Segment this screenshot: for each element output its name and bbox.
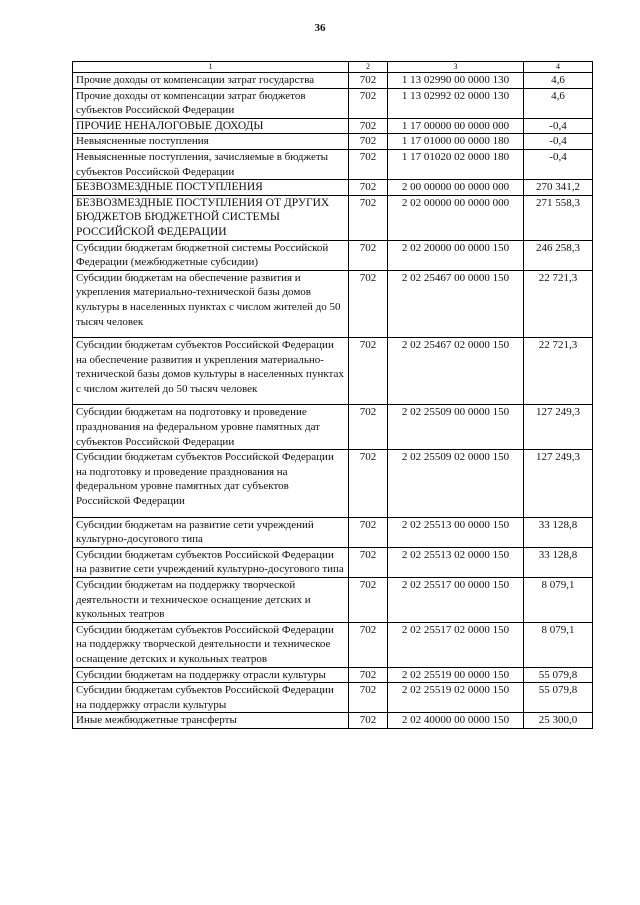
table-row	[73, 517, 593, 547]
row-name-cell: БЕЗВОЗМЕЗДНЫЕ ПОСТУПЛЕНИЯ ОТ ДРУГИХ БЮДЖЕТОВ БЮДЖЕТНОЙ СИСТЕМЫ РОССИЙСКОЙ ФЕДЕРАЦИИ	[73, 195, 349, 240]
row-code-cell: 2 00 00000 00 0000 000	[388, 180, 524, 196]
row-amount-cell: 22 721,3	[524, 270, 593, 337]
row-amount-cell: 270 341,2	[524, 180, 593, 196]
row-administrator-cell: 702	[349, 683, 388, 713]
column-header-name: 1	[73, 62, 349, 73]
row-administrator-cell: 702	[349, 667, 388, 683]
row-administrator-cell: 702	[349, 713, 388, 729]
table-row	[73, 149, 593, 179]
table-row	[73, 270, 593, 337]
column-header-administrator: 2	[349, 62, 388, 73]
row-code-cell: 1 17 00000 00 0000 000	[388, 118, 524, 134]
row-administrator-cell: 702	[349, 578, 388, 623]
row-administrator-cell: 702	[349, 180, 388, 196]
table-row	[73, 713, 593, 729]
row-amount-cell: 22 721,3	[524, 338, 593, 405]
row-code-cell: 2 02 25519 02 0000 150	[388, 683, 524, 713]
table-row	[73, 118, 593, 134]
row-name-cell: Невыясненные поступления, зачисляемые в бюджеты субъектов Российской Федерации	[73, 149, 349, 179]
row-amount-cell: 8 079,1	[524, 622, 593, 667]
row-administrator-cell: 702	[349, 73, 388, 89]
row-code-cell: 2 02 25519 00 0000 150	[388, 667, 524, 683]
row-code-cell: 2 02 25517 02 0000 150	[388, 622, 524, 667]
table-row	[73, 134, 593, 150]
row-amount-cell: 8 079,1	[524, 578, 593, 623]
table-row	[73, 338, 593, 405]
row-code-cell: 2 02 25513 02 0000 150	[388, 547, 524, 577]
row-administrator-cell: 702	[349, 88, 388, 118]
row-code-cell: 2 02 00000 00 0000 000	[388, 195, 524, 240]
row-code-cell: 1 17 01020 02 0000 180	[388, 149, 524, 179]
row-name-cell: Прочие доходы от компенсации затрат государства	[73, 73, 349, 89]
row-amount-cell: 55 079,8	[524, 667, 593, 683]
row-administrator-cell: 702	[349, 405, 388, 450]
row-name-cell: Прочие доходы от компенсации затрат бюджетов субъектов Российской Федерации	[73, 88, 349, 118]
row-code-cell: 1 17 01000 00 0000 180	[388, 134, 524, 150]
row-amount-cell: 33 128,8	[524, 547, 593, 577]
table-row	[73, 578, 593, 623]
row-amount-cell: -0,4	[524, 149, 593, 179]
row-code-cell: 2 02 25509 00 0000 150	[388, 405, 524, 450]
row-name-cell: Субсидии бюджетам субъектов Российской Федерации на развитие сети учреждений культурно-досугового типа	[73, 547, 349, 577]
row-administrator-cell: 702	[349, 240, 388, 270]
row-name-cell: Субсидии бюджетам субъектов Российской Федерации на поддержку отрасли культуры	[73, 683, 349, 713]
row-name-cell: Иные межбюджетные трансферты	[73, 713, 349, 729]
table-row	[73, 683, 593, 713]
column-number-row	[73, 62, 593, 73]
row-name-cell: ПРОЧИЕ НЕНАЛОГОВЫЕ ДОХОДЫ	[73, 118, 349, 134]
row-administrator-cell: 702	[349, 118, 388, 134]
row-administrator-cell: 702	[349, 547, 388, 577]
row-administrator-cell: 702	[349, 338, 388, 405]
table-row	[73, 667, 593, 683]
row-name-cell: Субсидии бюджетам на развитие сети учреждений культурно-досугового типа	[73, 517, 349, 547]
row-administrator-cell: 702	[349, 134, 388, 150]
row-administrator-cell: 702	[349, 517, 388, 547]
row-amount-cell: 127 249,3	[524, 405, 593, 450]
table-row	[73, 73, 593, 89]
row-name-cell: Субсидии бюджетам бюджетной системы Российской Федерации (межбюджетные субсидии)	[73, 240, 349, 270]
row-amount-cell: 4,6	[524, 88, 593, 118]
row-code-cell: 2 02 25467 02 0000 150	[388, 338, 524, 405]
row-administrator-cell: 702	[349, 195, 388, 240]
table-row	[73, 240, 593, 270]
row-amount-cell: 246 258,3	[524, 240, 593, 270]
table-row	[73, 622, 593, 667]
row-code-cell: 2 02 20000 00 0000 150	[388, 240, 524, 270]
table-row	[73, 195, 593, 240]
row-code-cell: 1 13 02990 00 0000 130	[388, 73, 524, 89]
row-name-cell: Субсидии бюджетам на подготовку и проведение празднования на федеральном уровне памятных дат субъектов Российской Федерации	[73, 405, 349, 450]
row-administrator-cell: 702	[349, 149, 388, 179]
table-row	[73, 88, 593, 118]
row-code-cell: 2 02 40000 00 0000 150	[388, 713, 524, 729]
row-amount-cell: 127 249,3	[524, 450, 593, 517]
budget-revenue-table	[72, 61, 593, 729]
row-amount-cell: -0,4	[524, 134, 593, 150]
row-administrator-cell: 702	[349, 450, 388, 517]
row-code-cell: 2 02 25517 00 0000 150	[388, 578, 524, 623]
row-name-cell: Субсидии бюджетам субъектов Российской Федерации на обеспечение развития и укрепления материально-технической базы домов культуры в населенных пунктах с числом жителей до 50 тысяч человек	[73, 338, 349, 405]
row-name-cell: Субсидии бюджетам субъектов Российской Федерации на подготовку и проведение празднования на федеральном уровне памятных дат субъектов Российской Федерации	[73, 450, 349, 517]
row-name-cell: Субсидии бюджетам субъектов Российской Федерации на поддержку творческой деятельности и техническое оснащение детских и кукольных театров	[73, 622, 349, 667]
table-row	[73, 180, 593, 196]
row-amount-cell: 25 300,0	[524, 713, 593, 729]
table-row	[73, 450, 593, 517]
row-name-cell: Субсидии бюджетам на поддержку отрасли культуры	[73, 667, 349, 683]
page-number: 36	[314, 22, 326, 34]
row-amount-cell: 33 128,8	[524, 517, 593, 547]
row-name-cell: БЕЗВОЗМЕЗДНЫЕ ПОСТУПЛЕНИЯ	[73, 180, 349, 196]
row-amount-cell: 55 079,8	[524, 683, 593, 713]
row-name-cell: Субсидии бюджетам на обеспечение развития и укрепления материально-технической базы домов культуры в населенных пунктах с числом жителей до 50 тысяч человек	[73, 270, 349, 337]
row-administrator-cell: 702	[349, 270, 388, 337]
row-amount-cell: 4,6	[524, 73, 593, 89]
row-code-cell: 2 02 25467 00 0000 150	[388, 270, 524, 337]
column-header-code: 3	[388, 62, 524, 73]
column-header-amount: 4	[524, 62, 593, 73]
row-amount-cell: 271 558,3	[524, 195, 593, 240]
row-code-cell: 2 02 25513 00 0000 150	[388, 517, 524, 547]
row-code-cell: 2 02 25509 02 0000 150	[388, 450, 524, 517]
row-administrator-cell: 702	[349, 622, 388, 667]
row-amount-cell: -0,4	[524, 118, 593, 134]
row-name-cell: Невыясненные поступления	[73, 134, 349, 150]
table-row	[73, 405, 593, 450]
row-name-cell: Субсидии бюджетам на поддержку творческой деятельности и техническое оснащение детских и кукольных театров	[73, 578, 349, 623]
table-row	[73, 547, 593, 577]
row-code-cell: 1 13 02992 02 0000 130	[388, 88, 524, 118]
